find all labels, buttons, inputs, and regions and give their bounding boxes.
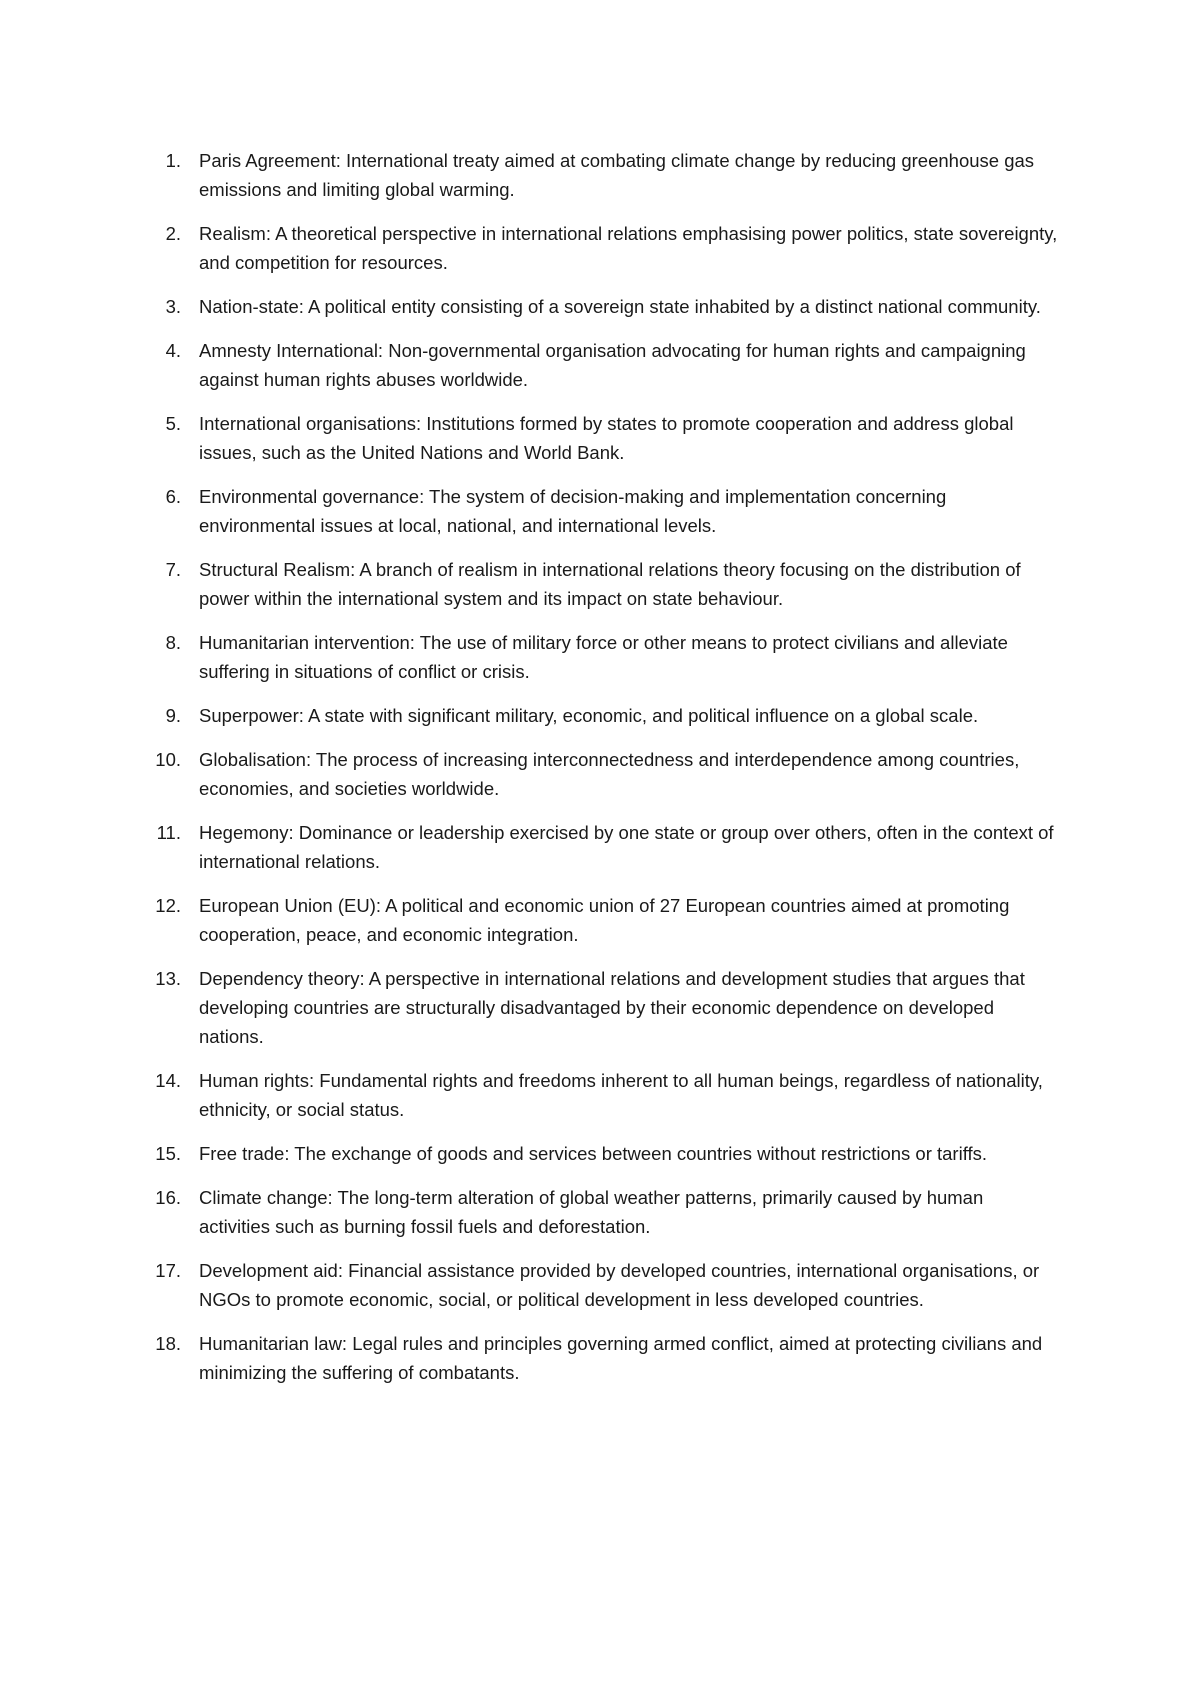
- item-number: 12.: [155, 895, 181, 916]
- list-item: [0, 409, 1200, 467]
- item-number: 13.: [155, 968, 181, 989]
- list-item: [0, 482, 1200, 540]
- item-text: Amnesty International: Non-governmental organisation advocating for human rights and campaigning against human rights abuses worldwide.: [199, 340, 1026, 390]
- item-number: 5.: [165, 413, 181, 434]
- list-item: [0, 964, 1200, 1051]
- definitions-list: [0, 146, 1200, 1402]
- list-item: [0, 1139, 1200, 1168]
- item-text: Superpower: A state with significant military, economic, and political influence on a global scale.: [199, 705, 979, 726]
- item-number: 18.: [155, 1333, 181, 1354]
- list-item: [0, 555, 1200, 613]
- item-text: Climate change: The long-term alteration of global weather patterns, primarily caused by human activities such as burning fossil fuels and deforestation.: [199, 1187, 984, 1237]
- item-text: Humanitarian law: Legal rules and principles governing armed conflict, aimed at protecting civilians and minimizing the suffering of combatants.: [199, 1333, 1043, 1383]
- item-number: 7.: [165, 559, 181, 580]
- list-item: [0, 336, 1200, 394]
- item-number: 2.: [165, 223, 181, 244]
- list-item: [0, 701, 1200, 730]
- item-number: 16.: [155, 1187, 181, 1208]
- item-text: Human rights: Fundamental rights and freedoms inherent to all human beings, regardless of nationality, ethnicity, or social status.: [199, 1070, 1043, 1120]
- item-text: Realism: A theoretical perspective in international relations emphasising power politics, state sovereignty, and competition for resources.: [199, 223, 1058, 273]
- item-number: 17.: [155, 1260, 181, 1281]
- item-number: 3.: [165, 296, 181, 317]
- item-text: Hegemony: Dominance or leadership exercised by one state or group over others, often in the context of international relations.: [199, 822, 1054, 872]
- item-number: 11.: [156, 822, 181, 843]
- list-item: [0, 146, 1200, 204]
- item-text: Environmental governance: The system of decision-making and implementation concerning environmental issues at local, national, and international levels.: [199, 486, 947, 536]
- item-text: Free trade: The exchange of goods and services between countries without restrictions or tariffs.: [199, 1143, 988, 1164]
- list-item: [0, 1183, 1200, 1241]
- list-item: [0, 219, 1200, 277]
- item-text: Nation-state: A political entity consisting of a sovereign state inhabited by a distinct national community.: [199, 296, 1041, 317]
- item-text: Dependency theory: A perspective in international relations and development studies that argues that developing countries are structurally disadvantaged by their economic dependence on developed nations.: [199, 968, 1025, 1047]
- item-number: 8.: [165, 632, 181, 653]
- item-number: 14.: [155, 1070, 181, 1091]
- item-text: Structural Realism: A branch of realism in international relations theory focusing on the distribution of power within the international system and its impact on state behaviour.: [199, 559, 1021, 609]
- item-number: 15.: [155, 1143, 181, 1164]
- list-item: [0, 1066, 1200, 1124]
- item-number: 1.: [165, 150, 181, 171]
- item-number: 9.: [165, 705, 181, 726]
- list-item: [0, 818, 1200, 876]
- item-text: International organisations: Institutions formed by states to promote cooperation and address global issues, such as the United Nations and World Bank.: [199, 413, 1014, 463]
- item-number: 10.: [155, 749, 181, 770]
- item-number: 6.: [165, 486, 181, 507]
- list-item: [0, 891, 1200, 949]
- list-item: [0, 1256, 1200, 1314]
- item-text: Globalisation: The process of increasing interconnectedness and interdependence among countries, economies, and societies worldwide.: [199, 749, 1020, 799]
- item-text: European Union (EU): A political and economic union of 27 European countries aimed at promoting cooperation, peace, and economic integration.: [199, 895, 1010, 945]
- list-item: [0, 745, 1200, 803]
- item-text: Paris Agreement: International treaty aimed at combating climate change by reducing greenhouse gas emissions and limiting global warming.: [199, 150, 1035, 200]
- item-text: Humanitarian intervention: The use of military force or other means to protect civilians and alleviate suffering in situations of conflict or crisis.: [199, 632, 1008, 682]
- item-text: Development aid: Financial assistance provided by developed countries, international organisations, or NGOs to promote economic, social, or political development in less developed countries.: [199, 1260, 1040, 1310]
- list-item: [0, 628, 1200, 686]
- list-item: [0, 292, 1200, 321]
- list-item: [0, 1329, 1200, 1387]
- item-number: 4.: [165, 340, 181, 361]
